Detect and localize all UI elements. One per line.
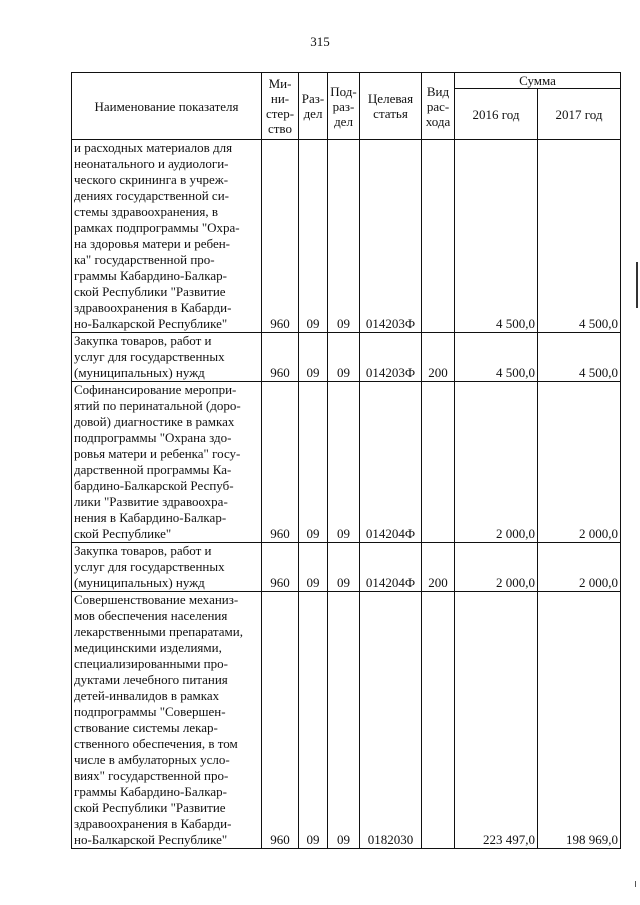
table-row xyxy=(72,140,621,333)
table-row xyxy=(72,543,621,592)
row-ministry: 960 xyxy=(262,543,299,592)
row-subsection: 09 xyxy=(328,543,360,592)
header-target: Целевая статья xyxy=(360,73,422,140)
row-name: Закупка товаров, работ и услуг для государственных (муниципальных) нужд xyxy=(72,543,262,592)
row-section: 09 xyxy=(299,140,328,333)
header-sum: Сумма xyxy=(455,73,621,89)
scan-artifact xyxy=(636,262,638,308)
row-expense-type xyxy=(422,382,455,543)
row-name: Софинансирование меропри- ятий по перинатальной (доро- довой) диагностике в рамках подпрограммы "Охрана здо- ровья матери и ребенка" госу- дарственной программы Ка- бардино-Балкарской Респуб- лики "Развитие здравоохра- нения в Кабардино-Балкар- ской Республике" xyxy=(72,382,262,543)
header-name: Наименование показателя xyxy=(72,73,262,140)
row-sum-2017: 4 500,0 xyxy=(538,140,621,333)
row-ministry: 960 xyxy=(262,333,299,382)
row-target: 014203Ф xyxy=(360,333,422,382)
header-ministry: Ми- ни- стер- ство xyxy=(262,73,299,140)
table-row xyxy=(72,592,621,849)
row-target: 014203Ф xyxy=(360,140,422,333)
budget-table xyxy=(71,72,621,849)
scan-artifact xyxy=(635,881,636,887)
table-body xyxy=(72,140,621,849)
row-subsection: 09 xyxy=(328,140,360,333)
row-subsection: 09 xyxy=(328,333,360,382)
row-ministry: 960 xyxy=(262,592,299,849)
row-ministry: 960 xyxy=(262,382,299,543)
row-expense-type: 200 xyxy=(422,333,455,382)
row-section: 09 xyxy=(299,382,328,543)
row-expense-type xyxy=(422,140,455,333)
row-sum-2016: 4 500,0 xyxy=(455,140,538,333)
header-year-2016: 2016 год xyxy=(455,89,538,140)
table-header xyxy=(72,73,621,140)
header-year-2017: 2017 год xyxy=(538,89,621,140)
row-ministry: 960 xyxy=(262,140,299,333)
row-section: 09 xyxy=(299,592,328,849)
row-sum-2016: 2 000,0 xyxy=(455,382,538,543)
row-expense-type xyxy=(422,592,455,849)
row-subsection: 09 xyxy=(328,592,360,849)
table-row xyxy=(72,382,621,543)
row-sum-2017: 4 500,0 xyxy=(538,333,621,382)
row-target: 014204Ф xyxy=(360,543,422,592)
row-sum-2016: 4 500,0 xyxy=(455,333,538,382)
row-sum-2016: 223 497,0 xyxy=(455,592,538,849)
row-section: 09 xyxy=(299,543,328,592)
row-subsection: 09 xyxy=(328,382,360,543)
header-section: Раз- дел xyxy=(299,73,328,140)
row-sum-2017: 2 000,0 xyxy=(538,543,621,592)
row-name: и расходных материалов для неонатального и аудиологи- ческого скрининга в учреж- дениях государственной си- стемы здравоохранения, в рамках подпрограммы "Охра- на здоровья матери и ребен- ка" государственной про- граммы Кабардино-Балкар- ской Республики "Развитие здравоохранения в Кабарди- но-Балкарской Республике" xyxy=(72,140,262,333)
row-expense-type: 200 xyxy=(422,543,455,592)
header-expense-type: Вид рас- хода xyxy=(422,73,455,140)
row-name: Совершенствование механиз- мов обеспечения населения лекарственными препаратами, медицинскими изделиями, специализированными про- дуктами лечебного питания детей-инвалидов в рамках подпрограммы "Совершен- ствование системы лекар- ственного обеспечения, в том числе в амбулаторных усло- виях" государственной про- граммы Кабардино-Балкар- ской Республики "Развитие здравоохранения в Кабарди- но-Балкарской Республике" xyxy=(72,592,262,849)
row-target: 014204Ф xyxy=(360,382,422,543)
header-subsection: Под- раз- дел xyxy=(328,73,360,140)
row-section: 09 xyxy=(299,333,328,382)
page-number: 315 xyxy=(310,34,330,49)
row-sum-2017: 198 969,0 xyxy=(538,592,621,849)
row-name: Закупка товаров, работ и услуг для государственных (муниципальных) нужд xyxy=(72,333,262,382)
row-sum-2017: 2 000,0 xyxy=(538,382,621,543)
row-sum-2016: 2 000,0 xyxy=(455,543,538,592)
row-target: 0182030 xyxy=(360,592,422,849)
table-row xyxy=(72,333,621,382)
